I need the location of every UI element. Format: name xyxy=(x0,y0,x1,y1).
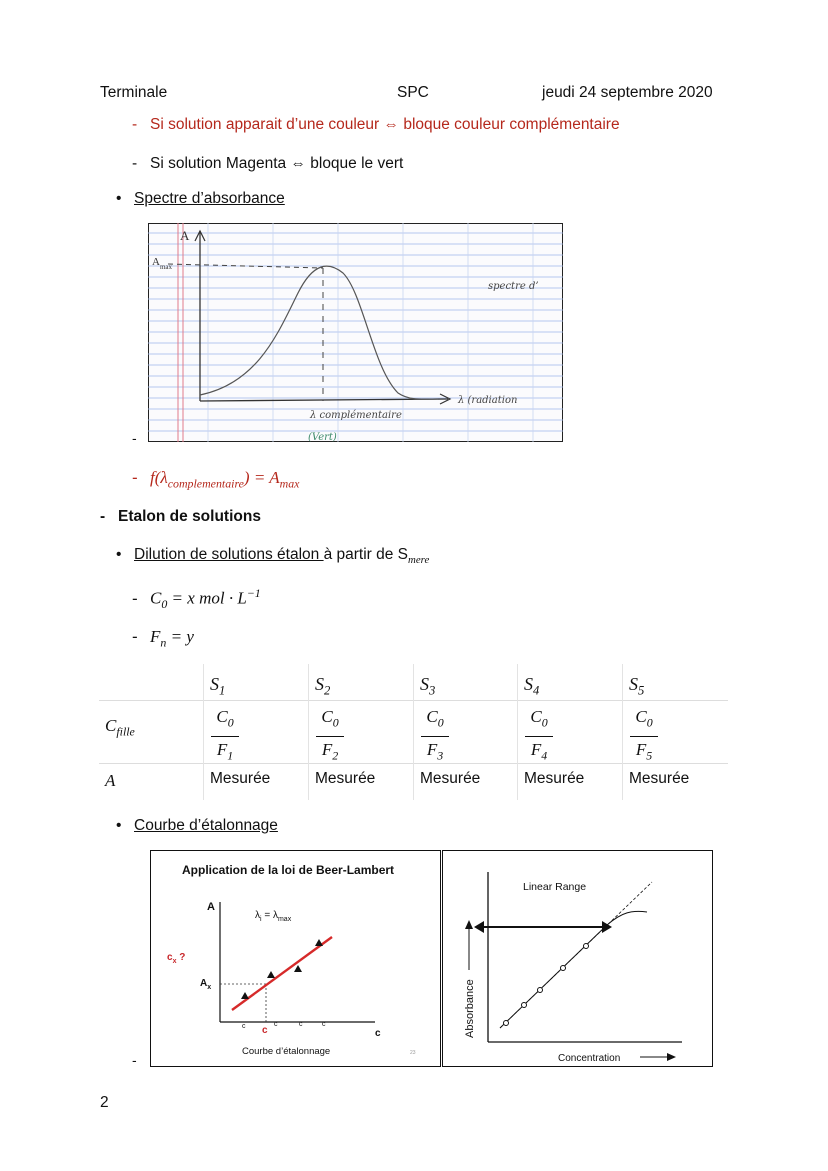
sketch-curve-label: spectre d’ xyxy=(488,281,539,292)
table-header-s4 xyxy=(524,674,539,699)
s-sub: 5 xyxy=(638,683,645,698)
line-magenta xyxy=(132,155,403,173)
formula-max: max xyxy=(279,476,300,491)
den-letter: F xyxy=(321,740,333,760)
beer-cx-bottom: c xyxy=(262,1025,268,1036)
cell-fraction-4 xyxy=(525,708,553,765)
fn-rest: = y xyxy=(166,627,194,646)
s-letter: S xyxy=(524,674,533,694)
fn-line xyxy=(132,627,194,650)
linear-ylabel: Absorbance xyxy=(464,979,476,1038)
beer-c2: c xyxy=(274,1021,278,1028)
line-magenta-text: Si solution Magenta ⇔ bloque le vert xyxy=(150,155,404,172)
cell-fraction-2 xyxy=(316,708,344,765)
lambda-i: λ xyxy=(255,910,260,921)
num-sub: 0 xyxy=(227,715,234,730)
sketch-vert-label: (Vert) xyxy=(308,432,337,442)
dilution-rest: à partir de S xyxy=(323,546,409,563)
dash-marker: - xyxy=(132,588,138,608)
data-point-circle xyxy=(561,966,566,971)
frac-num xyxy=(321,708,338,731)
frac-num xyxy=(216,708,233,731)
table-header-s5 xyxy=(629,674,644,699)
dash-marker: - xyxy=(132,468,138,487)
absorbance-spectrum-sketch xyxy=(148,223,563,442)
frac-num xyxy=(635,708,652,731)
s-sub: 4 xyxy=(533,683,540,698)
dash-marker: - xyxy=(132,627,138,646)
bullet-dot: • xyxy=(116,546,122,563)
sketch-amax-letter: A xyxy=(152,256,160,268)
beer-page-number: 23 xyxy=(410,1050,416,1056)
sketch-axis-x: λ (radiation xyxy=(458,395,518,406)
cfille-sub: fille xyxy=(116,724,135,739)
num-sub: 0 xyxy=(646,715,653,730)
table-col-divider xyxy=(517,664,518,800)
courbe-title: Courbe d’étalonnage xyxy=(134,817,278,834)
linear-title: Linear Range xyxy=(523,881,587,893)
table-col-divider xyxy=(308,664,309,800)
table-header-s1 xyxy=(210,674,225,699)
table-col-divider xyxy=(203,664,204,800)
spectre-title: Spectre d’absorbance xyxy=(134,190,285,207)
c0-sub: 0 xyxy=(161,597,168,612)
formula-rest: ) = A xyxy=(243,468,280,487)
den-sub: 5 xyxy=(646,748,653,763)
table-col-divider xyxy=(413,664,414,800)
s-sub: 3 xyxy=(429,683,436,698)
cell-fraction-3 xyxy=(421,708,449,765)
fn-sub: n xyxy=(160,635,167,650)
fn-letter: F xyxy=(150,627,161,646)
bullet-dilution xyxy=(116,546,429,566)
dilution-sub: mere xyxy=(408,554,430,567)
frac-bar xyxy=(525,736,553,737)
cell-a-1: Mesurée xyxy=(210,770,271,787)
data-point-circle xyxy=(584,944,589,949)
den-sub: 1 xyxy=(227,748,234,763)
table-header-s3 xyxy=(420,674,435,699)
dash-marker: - xyxy=(132,155,138,172)
bullet-dot: • xyxy=(116,817,122,834)
section-etalon xyxy=(100,508,261,526)
cell-a-2: Mesurée xyxy=(315,770,376,787)
row-label-cfille xyxy=(105,716,135,739)
den-sub: 2 xyxy=(332,748,339,763)
cell-a-4: Mesurée xyxy=(524,770,585,787)
c0-rest: = x mol · L xyxy=(167,588,247,608)
den-letter: F xyxy=(426,740,438,760)
num-letter: C xyxy=(321,707,333,726)
c0-sup: −1 xyxy=(246,586,261,600)
beer-axis-a: A xyxy=(207,901,215,913)
frac-bar xyxy=(630,736,658,737)
frac-den xyxy=(427,741,443,764)
formula-f: f(λ xyxy=(150,468,168,487)
cx-rest: ? xyxy=(176,952,186,963)
sketch-axis-y: A xyxy=(180,228,190,243)
num-letter: C xyxy=(530,707,542,726)
s-letter: S xyxy=(315,674,324,694)
dilution-underlined: Dilution de solutions étalon xyxy=(134,546,324,563)
lambda-max-sub: max xyxy=(277,916,292,923)
frac-den xyxy=(322,741,338,764)
c0-letter: C xyxy=(150,588,162,608)
c0-line xyxy=(132,586,261,612)
ax-letter: A xyxy=(200,978,208,989)
bullet-courbe xyxy=(116,817,278,835)
page-number: 2 xyxy=(100,1094,109,1111)
beer-c4: c xyxy=(322,1021,326,1028)
den-sub: 4 xyxy=(541,748,548,763)
formula-sub: complementaire xyxy=(167,476,244,491)
cx-sub: x xyxy=(172,958,177,965)
frac-den xyxy=(217,741,233,764)
cfille-letter: C xyxy=(105,716,117,735)
formula-line xyxy=(132,468,299,491)
dash-marker: - xyxy=(132,116,138,133)
header-left: Terminale xyxy=(100,84,168,101)
beer-caption: Courbe d’étalonnage xyxy=(242,1046,331,1057)
num-letter: C xyxy=(635,707,647,726)
den-letter: F xyxy=(216,740,228,760)
beer-c1: c xyxy=(242,1023,246,1030)
sketch-amax-sub: max xyxy=(159,263,173,271)
dash-marker: - xyxy=(132,430,137,446)
frac-num xyxy=(530,708,547,731)
line-complementary xyxy=(132,116,620,134)
num-sub: 0 xyxy=(437,715,444,730)
cell-a-3: Mesurée xyxy=(420,770,481,787)
dash-marker: - xyxy=(100,508,106,525)
ax-sub: x xyxy=(207,984,212,991)
frac-den xyxy=(636,741,652,764)
line-complementary-text: Si solution apparait d’une couleur ⇔ bloque couleur complémentaire xyxy=(150,116,620,133)
data-point-circle xyxy=(538,988,543,993)
cell-fraction-1 xyxy=(211,708,239,765)
beer-lambert-figure xyxy=(150,850,441,1067)
cell-fraction-5 xyxy=(630,708,658,765)
den-letter: F xyxy=(530,740,542,760)
num-letter: C xyxy=(426,707,438,726)
table-header-s2 xyxy=(315,674,330,699)
lambda-eq-rest: = λ xyxy=(261,910,278,921)
den-letter: F xyxy=(635,740,647,760)
num-sub: 0 xyxy=(332,715,339,730)
den-sub: 3 xyxy=(437,748,444,763)
etalon-title: Etalon de solutions xyxy=(118,508,261,525)
sketch-lambda-label: λ complémentaire xyxy=(310,410,402,421)
cell-a-5: Mesurée xyxy=(629,770,690,787)
beer-axis-c: c xyxy=(375,1028,381,1039)
num-letter: C xyxy=(216,707,228,726)
header-center: SPC xyxy=(397,84,429,101)
data-point-circle xyxy=(504,1021,509,1026)
frac-bar xyxy=(421,736,449,737)
bullet-dot: • xyxy=(116,190,122,207)
bullet-spectre xyxy=(116,190,285,208)
frac-bar xyxy=(316,736,344,737)
s-sub: 1 xyxy=(219,683,226,698)
s-letter: S xyxy=(210,674,219,694)
linear-xlabel: Concentration xyxy=(558,1053,621,1064)
data-point-circle xyxy=(522,1003,527,1008)
row-label-a: A xyxy=(105,771,116,790)
header-right: jeudi 24 septembre 2020 xyxy=(542,84,713,101)
beer-c3: c xyxy=(299,1021,303,1028)
linear-range-figure xyxy=(442,850,713,1067)
cx-letter: c xyxy=(167,952,173,963)
s-letter: S xyxy=(420,674,429,694)
lambda-i-sub: i xyxy=(260,916,262,923)
num-sub: 0 xyxy=(541,715,548,730)
dash-marker: - xyxy=(132,1052,137,1068)
frac-den xyxy=(531,741,547,764)
s-sub: 2 xyxy=(324,683,331,698)
beer-title: Application de la loi de Beer-Lambert xyxy=(182,863,395,877)
frac-bar xyxy=(211,736,239,737)
s-letter: S xyxy=(629,674,638,694)
table-col-divider xyxy=(622,664,623,800)
frac-num xyxy=(426,708,443,731)
